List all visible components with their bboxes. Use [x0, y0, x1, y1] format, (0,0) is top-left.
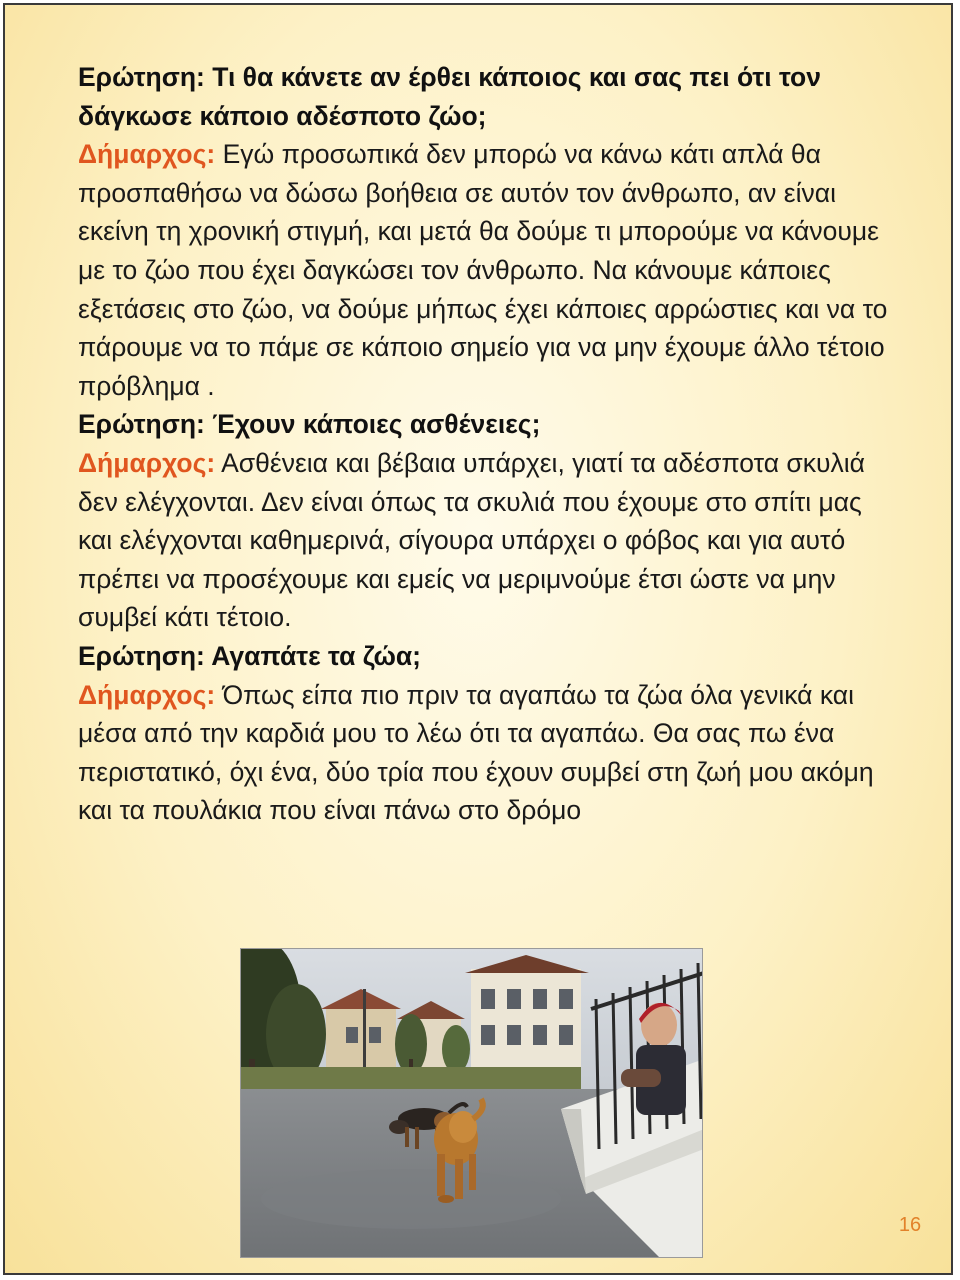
speaker-label: Δήμαρχος:	[78, 447, 216, 478]
answer-2-text: Ασθένεια και βέβαια υπάρχει, γιατί τα αδέσποτα σκυλιά δεν ελέγχονται. Δεν είναι όπως τα σκυλιά που έχουμε στο σπίτι μας και ελέγχονται καθημερινά, σίγουρα υπάρχει ο φόβος και για αυτό πρέπει να προσέχουμε και εμείς να μεριμνούμε έτσι ώστε να μην συμβεί κάτι τέτοιο.	[78, 447, 865, 633]
question-1	[78, 58, 898, 135]
page-number: 16	[898, 1214, 922, 1236]
answer-3	[78, 676, 898, 830]
answer-3-text: Όπως είπα πιο πριν τα αγαπάω τα ζώα όλα γενικά και μέσα από την καρδιά μου το λέω ότι τα αγαπάω. Θα σας πω ένα περιστατικό, όχι ένα, δύο τρία που έχουν συμβεί στη ζωή μου ακόμη και τα πουλάκια που είναι πάνω στο δρόμο	[78, 679, 874, 826]
question-2-text: Ερώτηση: Έχουν κάποιες ασθένειες;	[78, 409, 541, 440]
answer-1	[78, 135, 898, 405]
question-3	[78, 637, 898, 676]
street-dogs-photo	[240, 948, 703, 1258]
question-3-text: Ερώτηση: Αγαπάτε τα ζώα;	[78, 640, 421, 671]
question-1-text: Ερώτηση: Τι θα κάνετε αν έρθει κάποιος και σας πει ότι τον δάγκωσε κάποιο αδέσποτο ζώο;	[78, 62, 821, 131]
interview-text	[78, 58, 898, 830]
question-2	[78, 405, 898, 444]
answer-1-text: Εγώ προσωπικά δεν μπορώ να κάνω κάτι απλά θα προσπαθήσω να δώσω βοήθεια σε αυτόν τον άνθρωπο, αν είναι εκείνη τη χρονική στιγμή, και μετά θα δούμε τι μπορούμε να κάνουμε με το ζώο που έχει δαγκώσει τον άνθρωπο. Να κάνουμε κάποιες εξετάσεις στο ζώο, να δούμε μήπως έχει κάποιες αρρώστιες και να το πάρουμε να το πάμε σε κάποιο σημείο για να μην έχουμε άλλο τέτοιο πρόβλημα .	[78, 139, 888, 401]
answer-2	[78, 444, 898, 637]
speaker-label: Δήμαρχος:	[78, 139, 216, 170]
speaker-label: Δήμαρχος:	[78, 679, 216, 710]
